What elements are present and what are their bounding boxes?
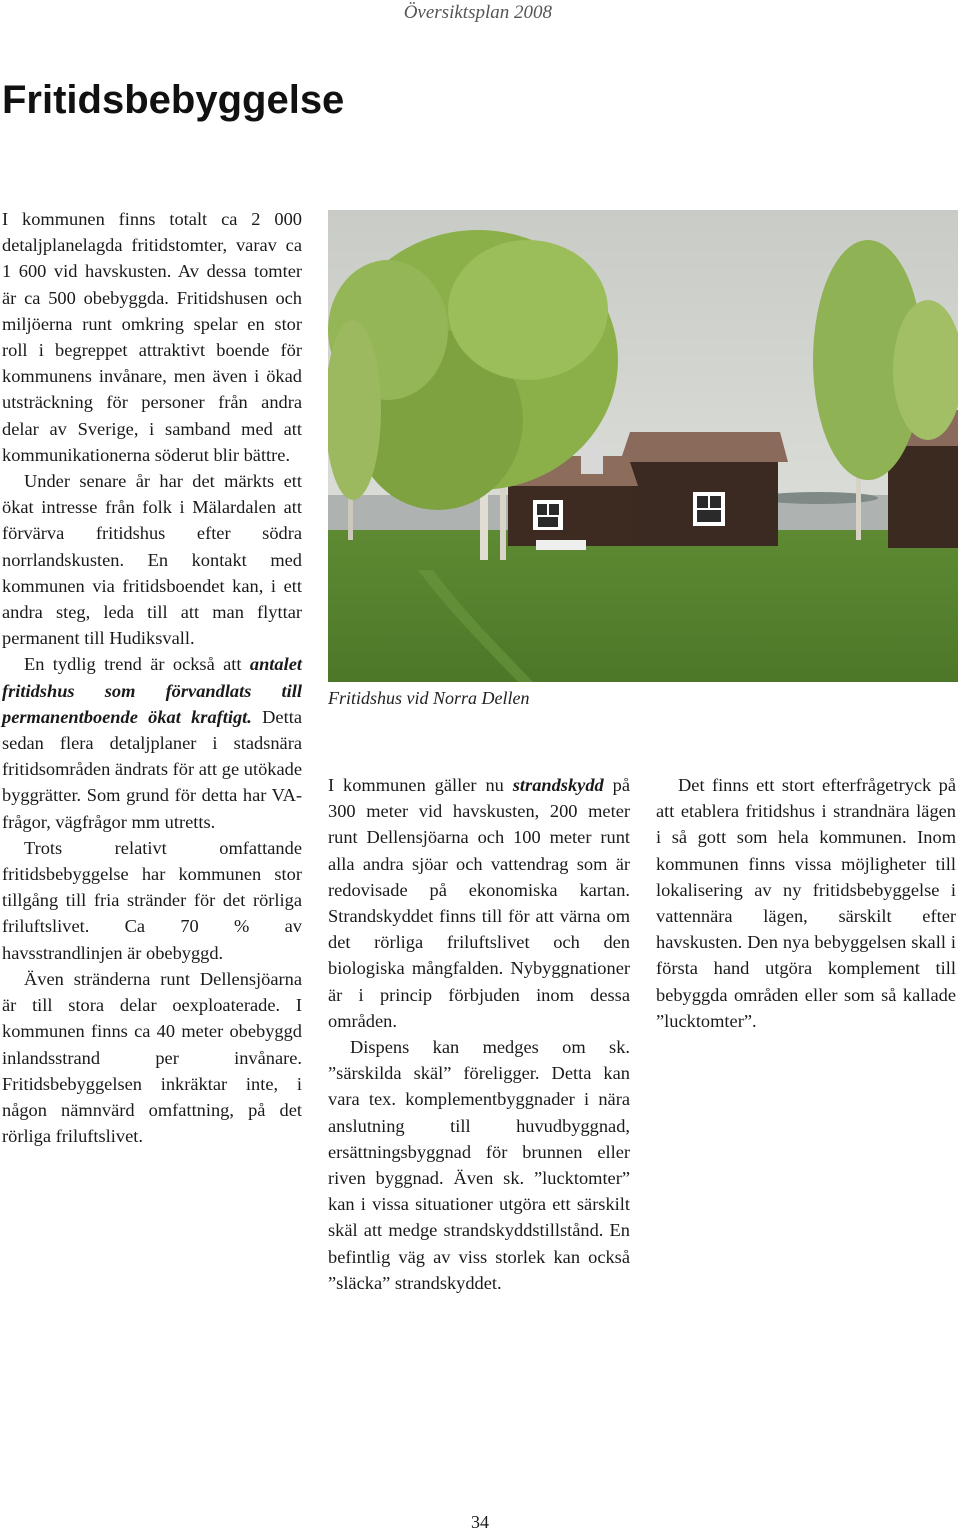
- page-title: Fritidsbebyggelse: [2, 78, 345, 122]
- photo-caption: Fritidshus vid Norra Dellen: [328, 688, 530, 708]
- paragraph-trend: En tydlig trend är också att antalet fritidshus som förvandlats till permanentboende ökat kraftigt. Detta sedan flera detaljplaner i stadsnära fritidsområden ändrats för att ge utökade byggrätter. Som grund för detta har VA-frågor, vägfrågor mm utretts.: [2, 654, 302, 832]
- column-left: [2, 206, 302, 1149]
- paragraph-dispens: Dispens kan medges om sk. ”särskilda skäl” föreligger. Detta kan vara tex. komplementbyggnader i nära anslutning till huvudbyggnad, ersättningsbyggnad för brunnen eller riven byggnad. Även sk. ”lucktomter” kan i vissa situationer utgöra ett särskilt skäl att medge strandskyddstillstånd. En befintlig väg av viss storlek kan också ”släcka” strandskyddet.: [328, 1037, 630, 1293]
- emphasis-strandskydd: strandskydd: [512, 775, 604, 795]
- emphasis-permanent: antalet fritidshus som förvandlats till permanentboende ökat kraftigt.: [2, 654, 302, 727]
- page-number: 34: [471, 1512, 489, 1532]
- column-right: [656, 772, 956, 1034]
- paragraph-intro: I kommunen finns totalt ca 2 000 detaljplanelagda fritidstomter, varav ca 1 600 vid havskusten. Av dessa tomter är ca 500 obebyggda. Fritidshusen och miljöerna runt omkring spelar en stor roll i begreppet attraktivt boende för kommunens invånare, men även i ökad utsträckning för personer från andra delar av Sverige, i samband med att kommunikationerna söderut blir bättre.: [2, 209, 302, 465]
- paragraph-strander: Trots relativt omfattande fritidsbebyggelse har kommunen stor tillgång till fria stränder för det rörliga friluftslivet. Ca 70 % av havsstrandlinjen är obebyggd.: [2, 837, 302, 963]
- paragraph-malardalen: Under senare år har det märkts ett ökat intresse från folk i Mälardalen att förvärva fritidshus efter södra norrlandskusten. En kontakt med kommunen via fritidsboendet kan, i ett andra steg, leda till att man flyttar permanent till Hudiksvall.: [2, 471, 302, 649]
- paragraph-efterfragan: Det finns ett stort efterfrågetryck på att etablera fritidshus i strandnära lägen i så gott som hela kommunen. Inom kommunen finns vissa möjligheter till lokalisering av ny fritidsbebyggelse i vattennära lägen, särskilt efter havskusten. Den nya bebyggelsen skall i första hand utgöra komplement till bebyggda områden eller som så kallade ”lucktomter”.: [656, 775, 956, 1031]
- column-middle: [328, 772, 630, 1296]
- paragraph-dellen: Även stränderna runt Dellensjöarna är till stora delar oexploaterade. I kommunen finns ca 40 meter obebyggd inlandsstrand per invånare. Fritidsbebyggelsen inkräktar inte, i någon nämnvärd omfattning, på det rörliga friluftslivet.: [2, 968, 302, 1147]
- running-header: Översiktsplan 2008: [403, 2, 552, 23]
- paragraph-strandskydd: I kommunen gäller nu strandskydd på 300 meter vid havskusten, 200 meter runt Dellensjöarna och 100 meter runt alla andra sjöar och vattendrag som är redovisade på ekonomiska kartan. Strandskyddet finns till för att värna om det rörliga friluftslivet och den biologiska mångfalden. Nybyggnationer är i princip förbjuden inom dessa områden.: [328, 775, 630, 1031]
- photo-fritidshus: [328, 210, 958, 682]
